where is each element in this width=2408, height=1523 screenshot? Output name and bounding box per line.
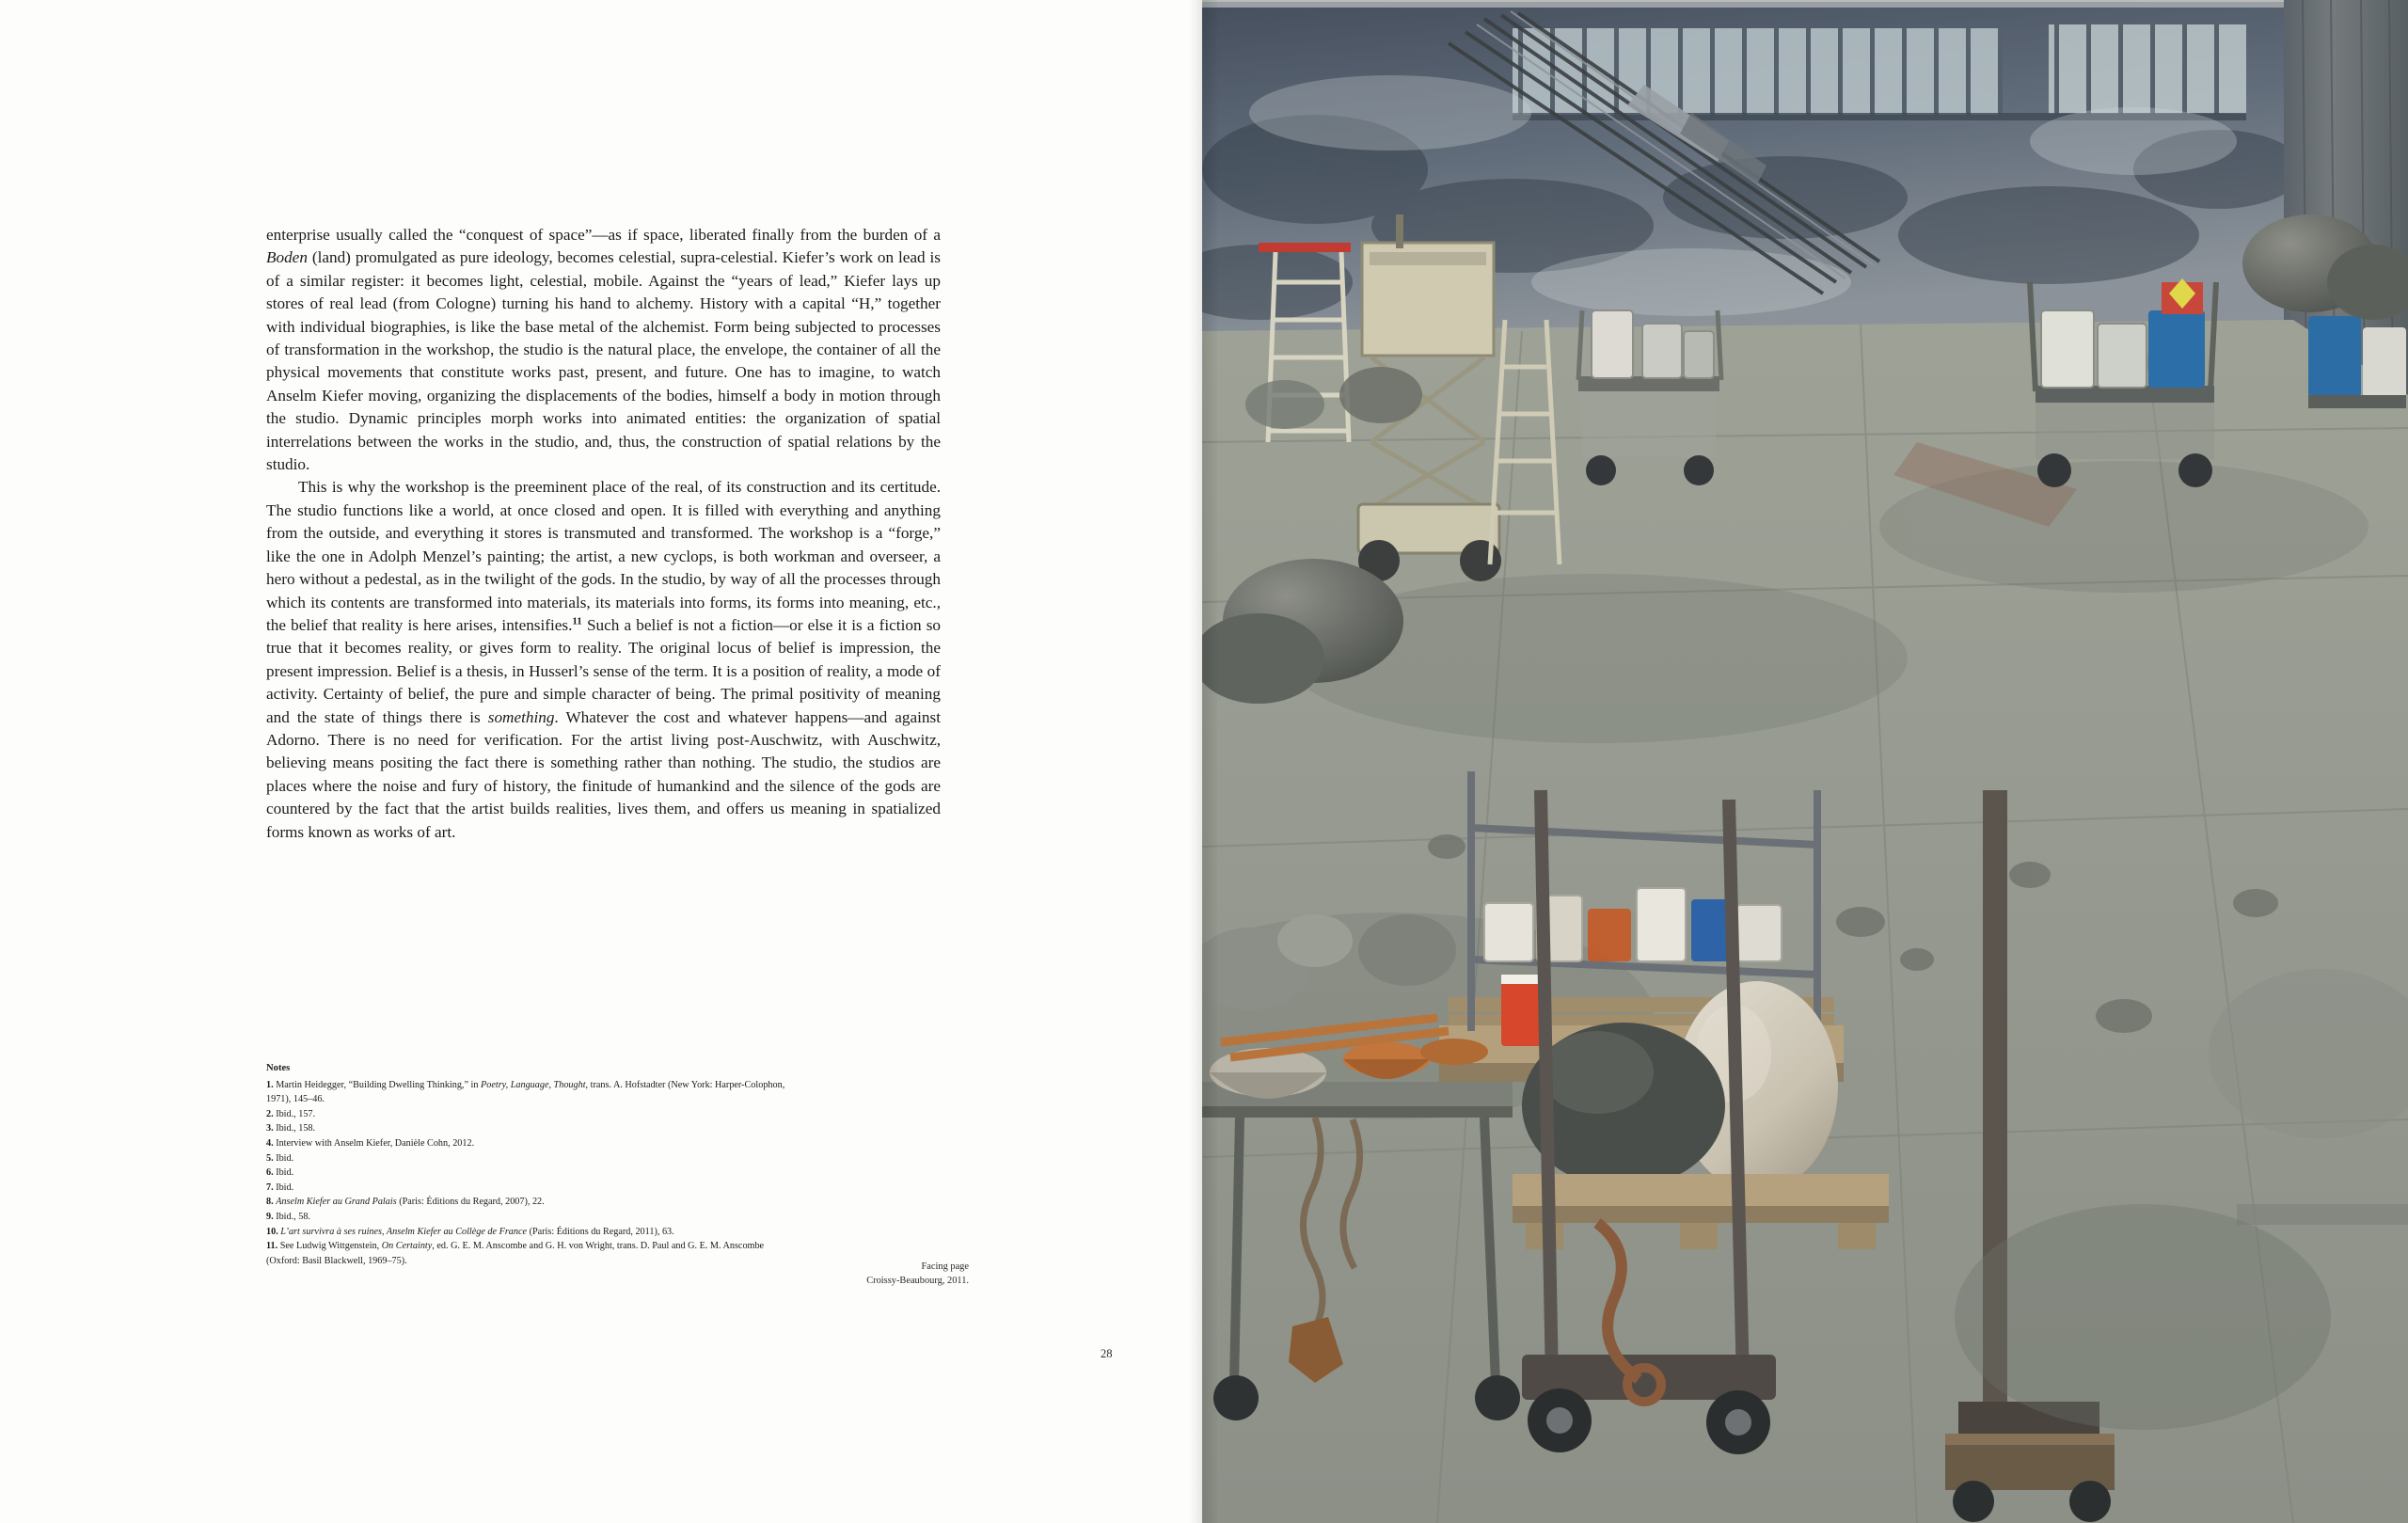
studio-photograph [1202,0,2408,1523]
note-number: 6. [266,1167,274,1179]
note-number: 10. [266,1226,278,1237]
note-item: 4. Interview with Anselm Kiefer, Danièle Cohn, 2012. [266,1137,475,1149]
note-item: 5. Ibid. [266,1152,294,1164]
body-paragraph-2: This is why the workshop is the preeminent place of the real, of its construction and its certitude. The studio functions like a world, at once closed and open. It is filled with everything and anything from the outside, and everything it stores is transmuted and transformed. The workshop is a “forge,” like the one in Adolph Menzel’s painting; the artist, a new cyclops, is both workman and overseer, a hero without a pedestal, as in the twilight of the gods. In the studio, by way of all the processes through which its contents are transformed into materials, its materials into forms, its forms into meaning, etc., the belief that reality is here arises, intensifies.$^{11}$ Such a belief is not a fiction—or else it is a fiction so true that it becomes reality, or gives form to reality. The original locus of belief is impression, the present impression. Belief is a thesis, in Husserl’s sense of the term. It is a position of reality, a mode of activity. Certainty of belief, the pure and simple character of being. The primal positivity of meaning and the state of things there is something. Whatever the cost and whatever happens—and against Adorno. There is no need for verification. For the artist living post-Auschwitz, with Auschwitz, believing means positing the fact there is something rather than nothing. The studio, the studios are places where the noise and fury of history, the finitude of humankind and the silence of the gods are countered by the fact that the artist builds realities, lives them, and offers us meaning in spatialized forms known as works of art. [266,478,941,841]
note-item: 1. Martin Heidegger, “Building Dwelling Thinking,” in Poetry, Language, Thought, trans. A. Hofstadter (New York: Harper-Colophon, 1971), 145–46. [266,1079,785,1105]
facing-page-caption [809,1261,969,1288]
note-number: 2. [266,1108,274,1119]
body-text-column [266,224,941,844]
note-number: 4. [266,1137,274,1149]
note-item: 7. Ibid. [266,1182,294,1193]
note-item: 6. Ibid. [266,1167,294,1179]
notes-section [266,1061,793,1268]
note-item: 3. Ibid., 158. [266,1123,316,1134]
note-item: 9. Ibid., 58. [266,1211,310,1222]
page-number: 28 [1101,1347,1113,1360]
notes-heading: Notes [266,1063,291,1073]
note-number: 11. [266,1241,278,1252]
note-number: 8. [266,1197,274,1208]
note-item: 2. Ibid., 157. [266,1108,316,1119]
facing-caption-line-1: Facing page [921,1261,969,1272]
note-item: 8. Anselm Kiefer au Grand Palais (Paris: Éditions du Regard, 2007), 22. [266,1197,545,1208]
note-item: 11. See Ludwig Wittgenstein, On Certainty, ed. G. E. M. Anscombe and G. H. von Wright, trans. D. Paul and G. E. M. Anscombe (Oxford: Basil Blackwell, 1969–75). [266,1241,765,1266]
body-paragraph-1: enterprise usually called the “conquest of space”—as if space, liberated finally from the burden of a Boden (land) promulgated as pure ideology, becomes celestial, supra-celestial. Kiefer’s work on lead is of a similar register: it becomes light, celestial, mobile. Against the “years of lead,” Kiefer lays up stores of real lead (from Cologne) turning his hand to alchemy. History with a capital “H,” together with individual biographies, is like the base metal of the alchemist. Form being subjected to processes of transformation in the workshop, the studio is the natural place, the envelope, the container of all the physical movements that constitute works past, present, and future. One has to imagine, to watch Anselm Kiefer moving, organizing the displacements of the bodies, himself a body in motion through the studio. Dynamic principles morph works into animated entities: the organization of spatial interrelations between the works in the studio, and, thus, the construction of spatial relations by the studio. [266,226,941,474]
note-number: 5. [266,1152,274,1164]
notes-list [266,1078,793,1269]
right-photo-page [1202,0,2408,1523]
left-text-page [0,0,1202,1523]
note-number: 9. [266,1211,274,1222]
note-item: 10. L’art survivra à ses ruines, Anselm Kiefer au Collège de France (Paris: Éditions du Regard, 2011), 63. [266,1226,674,1237]
studio-photograph-graphic [1202,0,2408,1523]
note-number: 7. [266,1182,274,1193]
facing-caption-line-2: Croissy-Beaubourg, 2011. [866,1275,969,1286]
note-number: 1. [266,1079,274,1090]
note-number: 3. [266,1123,274,1134]
